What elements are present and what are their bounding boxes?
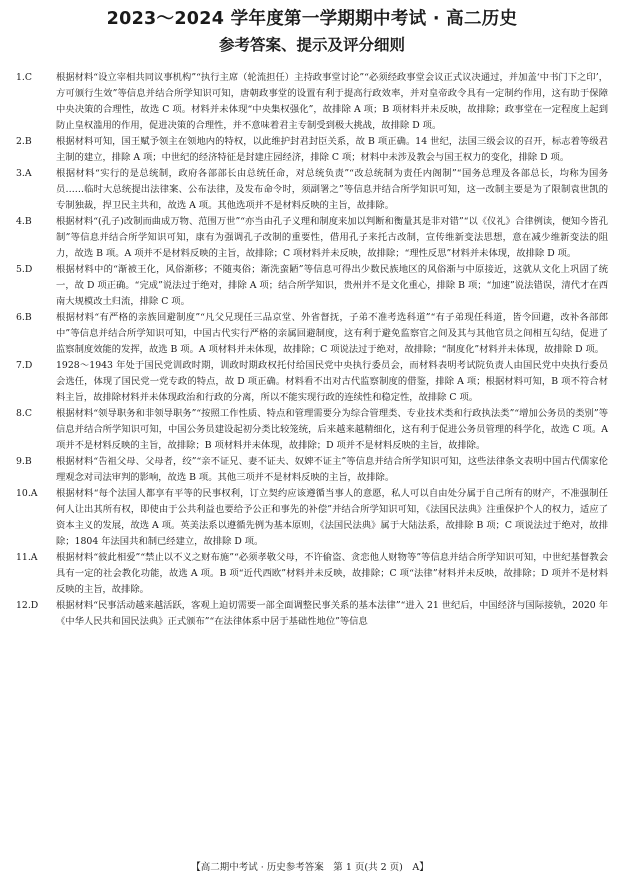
answer-item-7 <box>16 358 608 406</box>
answer-explanation: 根据材料“实行的是总统制，政府各部部长由总统任命，对总统负责”“改总统制为责任内阁制”“国务总理及各部总长，均称为国务员……临时大总统提出法律案、公布法律，及发布命令时，须副署之”等信息并结合所学知识可知，这一改制主要是为了限制袁世凯的专制独裁，捍卫民主共和，故选 A 项。其他选项并不是材料反映的主旨，故排除。 <box>56 168 608 211</box>
answer-explanation: 根据材料“彼此相爱”“禁止以不义之财布施”“必须孝敬父母，不许偷盗、贪恋他人财物等”等信息并结合所学知识可知，中世纪基督教会具有一定的社会教化功能，故选 A 项。B 项“近代西欧”材料并未反映，故排除；C 项“法律”材料并未反映，故排除；D 项并不是材料反映的主旨，故排除。 <box>56 552 608 595</box>
answer-key: 1.C <box>16 72 32 83</box>
page-footer: 【高二期中考试 · 历史参考答案 第 1 页(共 2 页) A】 <box>191 862 429 873</box>
answer-item-9 <box>16 454 608 486</box>
answer-key: 12.D <box>16 600 39 611</box>
answer-explanation: 根据材料中的“渐被王化，风俗渐移；不随夷俗；渐洗蛮陋”等信息可得出少数民族地区的风俗渐与中原接近，这就从文化上巩固了统一，故 D 项正确。“完成”说法过于绝对，排除 A 项；结合所学知识，贵州并不是文化重心，排除 B 项；“加速”说法错误，清代才在西南大规模改土归流，排除 C 项。 <box>56 264 608 307</box>
answer-key: 5.D <box>16 264 33 275</box>
answer-key: 10.A <box>16 488 38 499</box>
answer-explanation: 根据材料“民事活动越来越活跃，客观上迫切需要一部全面调整民事关系的基本法律”“进入 21 世纪后，中国经济与国际接轨，2020 年《中华人民共和国民法典》正式颁布”“在法律体系中居于基础性地位”等信息 <box>56 600 608 627</box>
page-subtitle: 参考答案、提示及评分细则 <box>218 36 405 54</box>
answer-key: 8.C <box>16 408 32 419</box>
answer-item-8 <box>16 406 608 454</box>
answer-explanation: 1928～1943 年处于国民党训政时期，训政时期政权托付给国民党中央执行委员会，而材料表明考试院负责人由国民党中央执行委员会选任，体现了国民党一党专政的特点，故 D 项正确。材料看不出对古代监察制度的借鉴，排除 A 项；根据材料可知，B 项不符合材料主旨，故排除材料并未体现政治和行政的分离，所以不能实现行政的连续性和稳定性，故排除 C 项。 <box>56 360 608 403</box>
answer-explanation: 根据材料“领导职务和非领导职务”“按照工作性质、特点和管理需要分为综合管理类、专业技术类和行政执法类”“增加公务员的类别”等信息并结合所学知识可知，中国公务员建设起初分类比较笼统，后来越来越精细化，这有利于促进公务员管理的科学化，故选 C 项。A 项并不是材料反映的主旨，故排除；B 项材料并未体现，故排除；D 项并不是材料反映的主旨，故排除。 <box>56 408 608 451</box>
answer-explanation: 根据材料“告祖父母、父母者，绞”“亲不证兄、妻不证夫、奴婢不证主”等信息并结合所学知识可知，这些法律条文表明中国古代儒家伦理观念对司法审判的影响，故选 B 项。其他三项并不是材料反映的主旨，故排除。 <box>56 456 608 483</box>
answer-item-3 <box>16 166 608 214</box>
answer-explanation: 根据材料“(孔子)改制而曲成万物、范围万世”“亦当由孔子义理和制度来加以判断和衡量其是非对错”“以《仪礼》合律例读，便知今皆孔制”等信息并结合所学知识可知，康有为强调孔子改制的重要性，借用孔子来托古改制，宣传维新变法思想，意在减少维新变法的阻力，故选 B 项。A 项并不是材料反映的主旨，故排除；C 项材料并未反映，故排除；“理性反思”材料并未体现，故排除 D 项。 <box>56 216 608 259</box>
answer-key: 4.B <box>16 216 32 227</box>
answer-explanation: 根据材料可知，国王赋予领主在领地内的特权，以此维护封君封臣关系，故 B 项正确。14 世纪，法国三级会议的召开，标志着等级君主制的建立，排除 A 项；中世纪的经济特征是封建庄园经济，排除 C 项；材料中未涉及教会与国王权力的变化，排除 D 项。 <box>56 136 608 163</box>
answer-item-2 <box>16 134 608 166</box>
answer-item-5 <box>16 262 608 310</box>
page-title: 2023～2024 学年度第一学期期中考试 · 高二历史 <box>106 9 518 29</box>
answer-list <box>16 70 608 630</box>
answer-key: 2.B <box>16 136 32 147</box>
answer-key: 3.A <box>16 168 32 179</box>
answer-item-6 <box>16 310 608 358</box>
answer-item-10 <box>16 486 608 550</box>
answer-key: 11.A <box>16 552 38 563</box>
answer-item-11 <box>16 550 608 598</box>
answer-explanation: 根据材料“设立宰相共同议事机构”“执行主席（轮流担任）主持政事堂讨论”“必须经政事堂会议正式议决通过，并加盖‘中书门下之印’，方可颁行生效”等信息并结合所学知识可知，唐朝政事堂的设置有利于提高行政效率，并对皇帝政令具有一定制约作用，这有助于保障中央决策的合理性，故选 C 项。材料并未体现“中央集权强化”，故排除 A 项；B 项材料并未反映，故排除；政事堂在一定程度上起到防止皇权滥用的作用，促进决策的合理性，并不意味着君主专制受到极大挑战，故排除 D 项。 <box>56 72 608 131</box>
answer-item-1 <box>16 70 608 134</box>
answer-key: 9.B <box>16 456 32 467</box>
answer-item-4 <box>16 214 608 262</box>
answer-key: 6.B <box>16 312 32 323</box>
answer-explanation: 根据材料“有严格的亲族回避制度”“凡父兄现任三品京堂、外省督抚，子弟不准考选科道”“有子弟现任科道，皆令回避，改补各部郎中”等信息并结合所学知识可知，中国古代实行严格的亲属回避制度，这有利于避免监察官之间及其与其他官员之间相互勾结，促进了监察制度效能的发挥，故选 B 项。A 项材料并未体现，故排除；C 项说法过于绝对，故排除；“制度化”材料并未体现，故排除 D 项。 <box>56 312 608 355</box>
answer-explanation: 根据材料“每个法国人都享有平等的民事权利，订立契约应该遵循当事人的意愿，私人可以自由处分属于自己所有的财产，不准强制任何人让出其所有权，即使由于公共利益也要给予公正和事先的补偿”并结合所学知识可知，《法国民法典》注重保护个人的权力，适应了资本主义的发展，故选 A 项。英美法系以遵循先例为基本原则，《法国民法典》属于大陆法系，故排除 B 项；C 项说法过于绝对，故排除；1804 年法国共和制已经建立，故排除 D 项。 <box>56 488 608 547</box>
answer-key: 7.D <box>16 360 33 371</box>
answer-item-12 <box>16 598 608 630</box>
